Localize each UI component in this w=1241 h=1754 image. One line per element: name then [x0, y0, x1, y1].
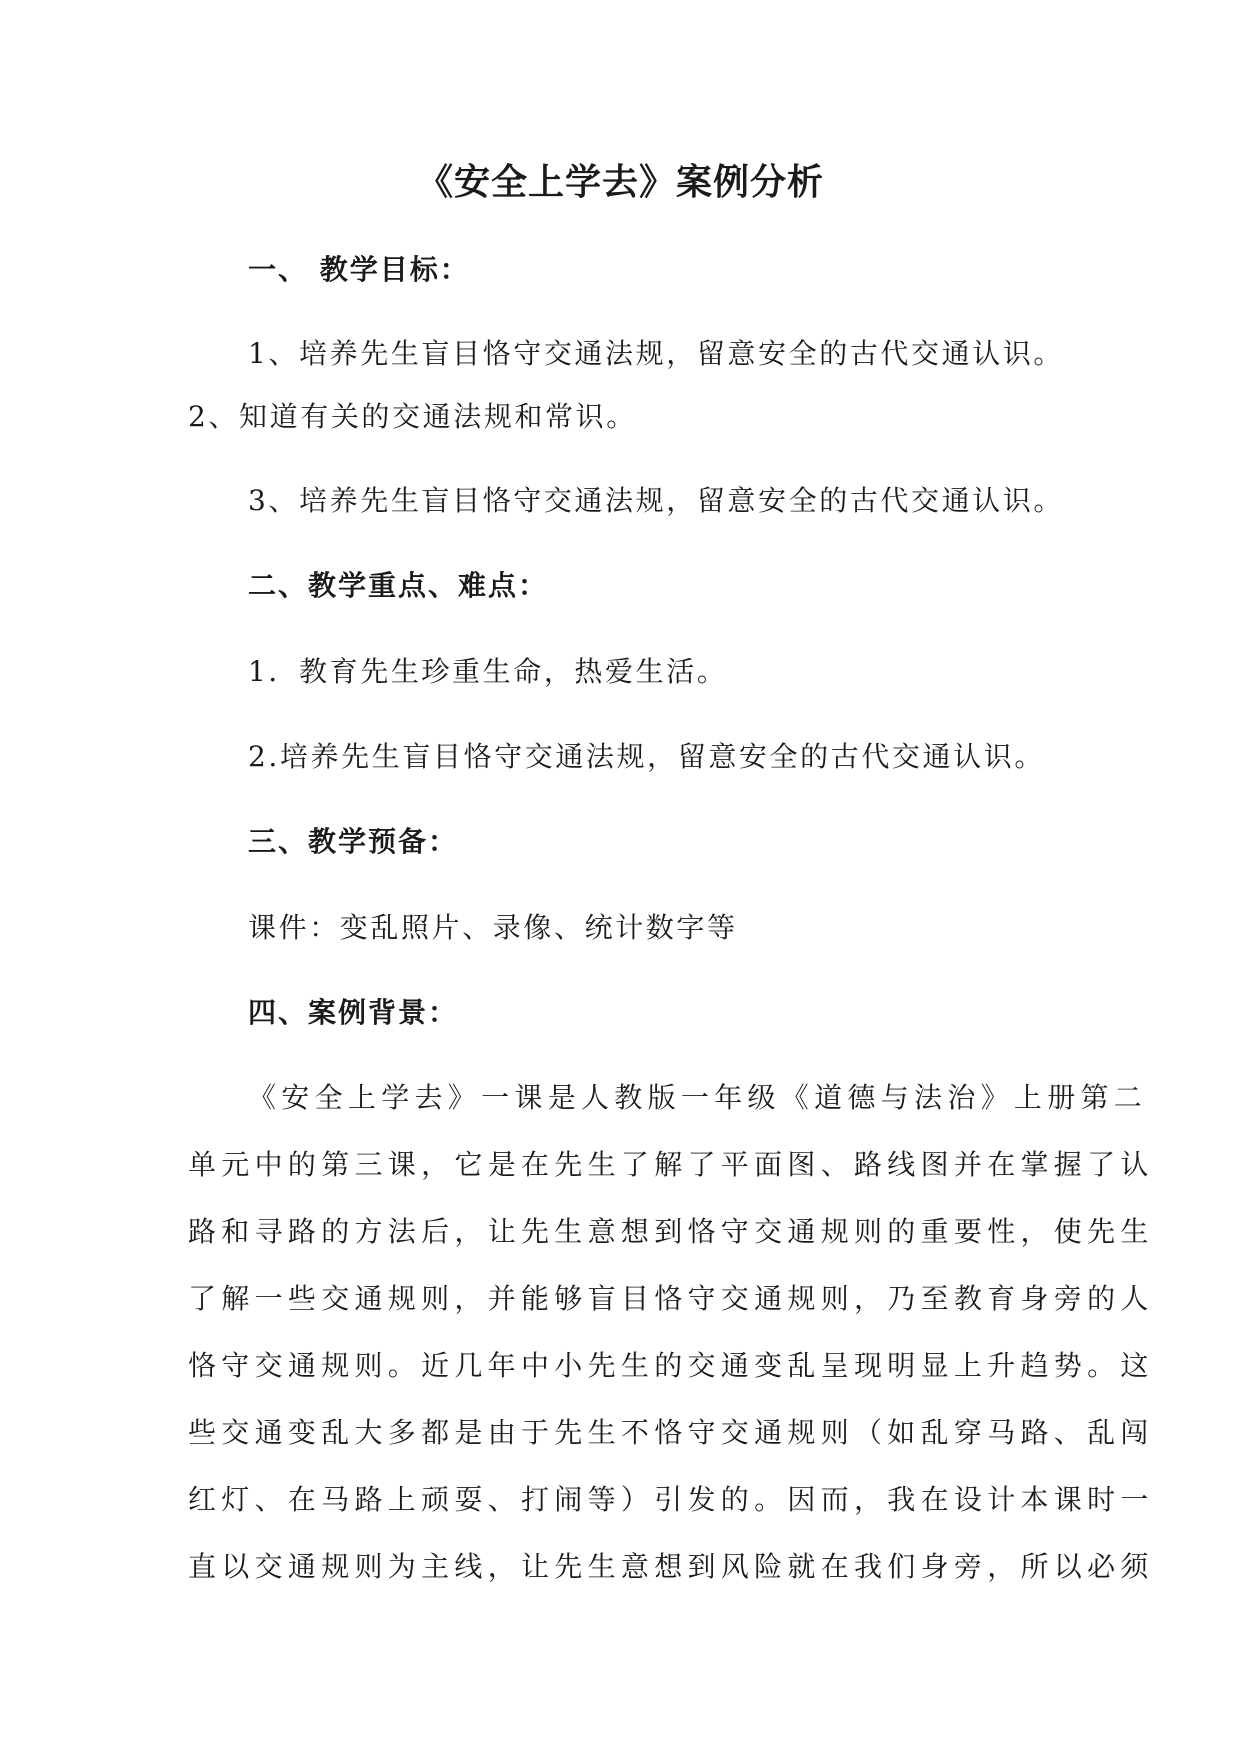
- document-title: 《安全上学去》案例分析: [416, 162, 824, 203]
- background-paragraph-line: 了解一些交通规则，并能够盲目恪守交通规则，乃至教育身旁的人: [188, 1282, 1154, 1315]
- background-paragraph-line: 红灯、在马路上顽耍、打闹等）引发的。因而，我在设计本课时一: [188, 1483, 1154, 1516]
- section-heading-preparation: 三、教学预备：: [248, 825, 459, 858]
- section-heading-key-points: 二、教学重点、难点：: [248, 569, 549, 602]
- key-point-item: 1．教育先生珍重生命，热爱生活。: [248, 655, 728, 688]
- background-paragraph-line: 恪守交通规则。近几年中小先生的交通变乱呈现明显上升趋势。这: [188, 1349, 1154, 1382]
- section-heading-background: 四、案例背景：: [248, 996, 459, 1029]
- background-paragraph-line: 单元中的第三课，它是在先生了解了平面图、路线图并在掌握了认: [188, 1148, 1154, 1181]
- goal-item: 1、培养先生盲目恪守交通法规，留意安全的古代交通认识。: [248, 337, 1065, 370]
- background-paragraph-line: 路和寻路的方法后，让先生意想到恪守交通规则的重要性，使先生: [188, 1215, 1154, 1248]
- goal-item: 3、培养先生盲目恪守交通法规，留意安全的古代交通认识。: [248, 484, 1065, 517]
- preparation-item: 课件：变乱照片、录像、统计数字等: [248, 911, 738, 944]
- key-point-item: 2.培养先生盲目恪守交通法规，留意安全的古代交通认识。: [248, 740, 1045, 773]
- background-paragraph-line: 些交通变乱大多都是由于先生不恪守交通规则（如乱穿马路、乱闯: [188, 1416, 1154, 1449]
- section-heading-goals: 一、 教学目标：: [248, 253, 470, 286]
- background-paragraph-line: 直以交通规则为主线，让先生意想到风险就在我们身旁，所以必须: [188, 1550, 1154, 1583]
- goal-item: 2、知道有关的交通法规和常识。: [188, 400, 637, 433]
- background-paragraph-line: 《安全上学去》一课是人教版一年级《道德与法治》上册第二: [248, 1081, 1148, 1114]
